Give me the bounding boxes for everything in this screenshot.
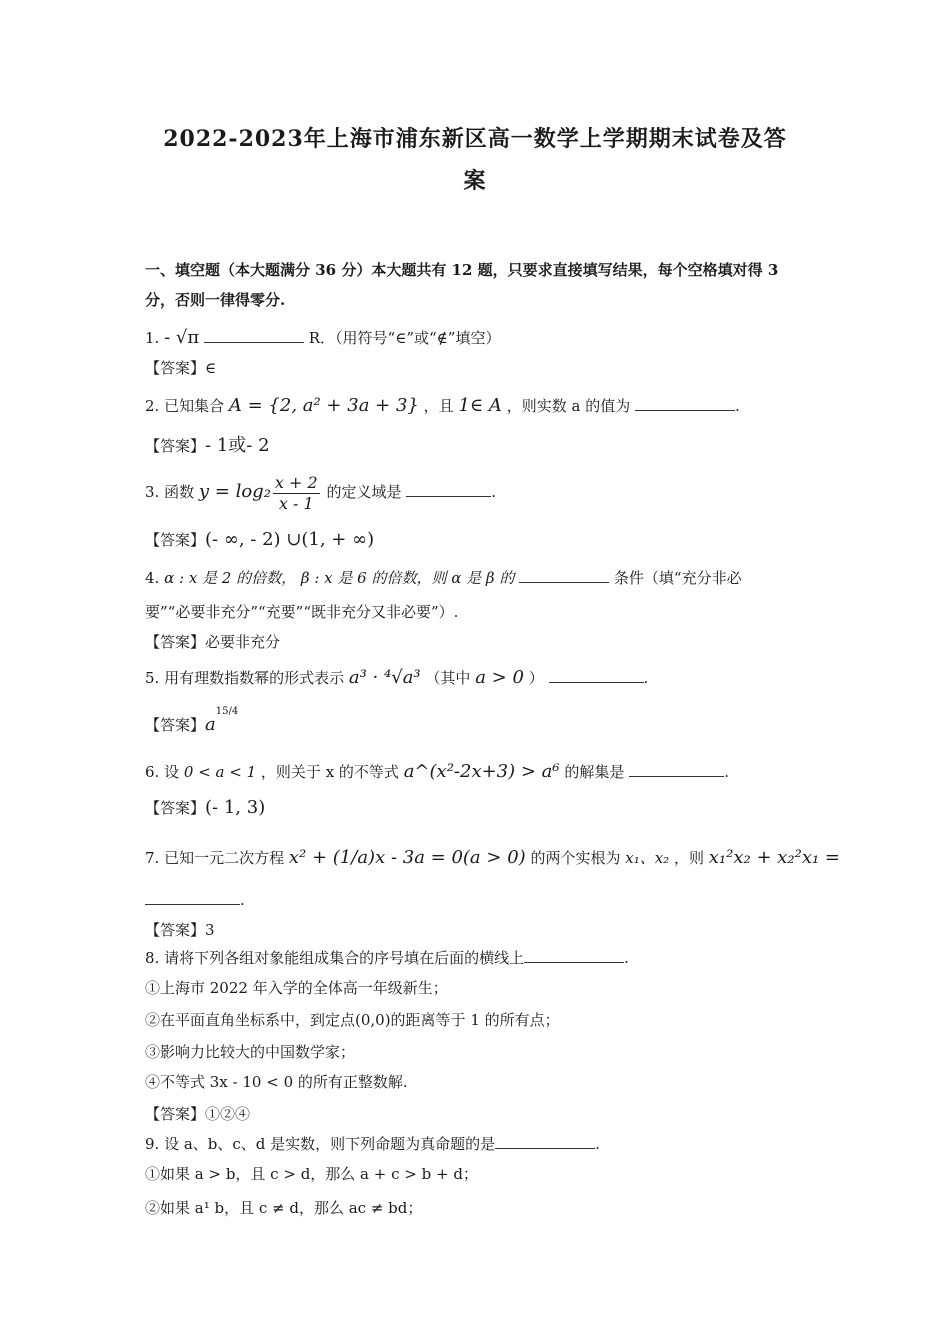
math-expression: 0 < a < 1: [183, 763, 257, 781]
question-4: [145, 568, 742, 588]
question-text: R．（用符号“∈”或“∉”填空）: [308, 329, 501, 347]
numerator: x + 2: [274, 472, 318, 492]
list-item: ③影响力比较大的中国数学家；: [145, 1043, 356, 1061]
question-text: 8. 请将下列各组对象能组成集合的序号填在后面的横线上: [145, 949, 525, 967]
question-text: 的解集是: [564, 763, 625, 781]
answer-blank: [549, 668, 644, 683]
math-expression: a > 0: [475, 667, 524, 688]
punctuation: .: [491, 483, 497, 501]
section-heading-line1: 一、填空题（本大题满分 36 分）本大题共有 12 题，只要求直接填写结果，每个空格填对得 3: [145, 261, 779, 279]
list-item: ②如果 a¹ b，且 c ≠ d，那么 ac ≠ bd；: [145, 1199, 423, 1217]
math-expression: x₁²x₂ + x₂²x₁ =: [708, 847, 841, 868]
question-number: 4.: [145, 569, 160, 587]
fraction: [273, 473, 320, 514]
question-number: 6.: [145, 763, 160, 781]
question-number: 3.: [145, 483, 160, 501]
answer-value: - 1或- 2: [205, 435, 270, 456]
question-7-blank-line: [145, 890, 245, 910]
doc-title-line1: 2022-2023年上海市浦东新区高一数学上学期期末试卷及答: [163, 126, 787, 152]
answer-blank: [524, 948, 624, 963]
question-text: 的定义域是: [326, 483, 402, 501]
punctuation: .: [624, 949, 629, 967]
list-item: ④不等式 3x - 10 < 0 的所有正整数解.: [145, 1073, 408, 1091]
list-item: ①上海市 2022 年入学的全体高一年级新生；: [145, 979, 448, 997]
answer-7: 【答案】3: [145, 921, 215, 939]
question-text: 的两个实根为: [530, 849, 621, 867]
math-expression: x² + (1/a)x - 3a = 0(a > 0): [288, 847, 526, 868]
answer-4: 【答案】必要非充分: [145, 633, 281, 651]
answer-value: (- 1, 3): [205, 797, 266, 818]
math-expression: - √π: [164, 327, 200, 348]
answer-blank: [145, 890, 240, 905]
answer-blank: [495, 1134, 595, 1149]
question-number: 1.: [145, 329, 160, 347]
question-text: β : x 是 6 的倍数，则 α 是 β 的: [300, 569, 515, 587]
question-number: 7.: [145, 849, 160, 867]
question-3: [145, 470, 496, 514]
answer-label: 【答案】: [145, 799, 206, 817]
question-text: 已知集合: [164, 397, 225, 415]
math-expression: a^(x²-2x+3) > a⁶: [403, 761, 560, 782]
question-1: [145, 328, 500, 348]
question-5: [145, 668, 648, 688]
answer-value: (- ∞, - 2) ∪(1, + ∞): [205, 529, 375, 550]
answer-6: [145, 798, 265, 818]
question-text: 已知一元二次方程: [164, 849, 285, 867]
section-heading-line2: 分，否则一律得零分.: [145, 291, 286, 309]
answer-3: [145, 530, 374, 550]
answer-blank: [406, 482, 491, 497]
answer-label: 【答案】: [145, 437, 206, 455]
answer-label: 【答案】: [145, 716, 206, 734]
question-9: [145, 1134, 600, 1154]
question-8: [145, 948, 629, 968]
question-text: ，则: [673, 849, 704, 867]
question-text: （其中: [425, 669, 471, 687]
answer-5: [145, 706, 239, 735]
question-text: ）: [528, 669, 544, 687]
question-number: 2.: [145, 397, 160, 415]
answer-1: 【答案】∈: [145, 359, 217, 377]
punctuation: .: [643, 669, 649, 687]
question-number: 5.: [145, 669, 160, 687]
answer-blank: [519, 568, 609, 583]
list-item: ①如果 a > b，且 c > d，那么 a + c > b + d；: [145, 1165, 478, 1183]
math-expression: y = log₂: [198, 481, 271, 502]
doc-title-line2: 案: [463, 168, 487, 194]
question-text: 函数: [164, 483, 195, 501]
punctuation: .: [240, 891, 245, 909]
math-expression: 1∈ A: [458, 395, 502, 416]
question-text: 用有理数指数幂的形式表示: [164, 669, 345, 687]
question-4-line2: 要”“必要非充分”“充要”“既非充分又非必要”）.: [145, 603, 459, 621]
question-text: 设: [164, 763, 180, 781]
question-2: [145, 396, 740, 416]
question-text: 9. 设 a、b、c、d 是实数，则下列命题为真命题的是: [145, 1135, 496, 1153]
punctuation: .: [595, 1135, 600, 1153]
answer-base: a: [205, 714, 216, 735]
question-6: [145, 762, 729, 782]
question-text: ，则关于 x 的不等式: [260, 763, 399, 781]
math-expression: a³ · ⁴√a³: [348, 667, 421, 688]
question-text: α : x 是 2 的倍数，: [164, 569, 297, 587]
question-text: ，且: [423, 397, 454, 415]
math-expression: A = {2, a² + 3a + 3}: [228, 395, 419, 416]
denominator: x - 1: [278, 493, 314, 513]
answer-exponent: 15/4: [215, 706, 239, 717]
answer-8: 【答案】①②④: [145, 1105, 251, 1123]
punctuation: .: [724, 763, 729, 781]
question-text: ，则实数 a 的值为: [506, 397, 631, 415]
answer-2: [145, 436, 270, 456]
answer-label: 【答案】: [145, 531, 206, 549]
punctuation: .: [734, 397, 740, 415]
list-item: ②在平面直角坐标系中，到定点(0,0)的距离等于 1 的所有点；: [145, 1011, 560, 1029]
answer-blank: [204, 328, 304, 343]
question-text: 条件（填“充分非必: [613, 569, 742, 587]
answer-blank: [635, 396, 735, 411]
answer-blank: [629, 762, 724, 777]
question-7: [145, 848, 840, 868]
math-expression: x₁、x₂: [625, 849, 670, 867]
